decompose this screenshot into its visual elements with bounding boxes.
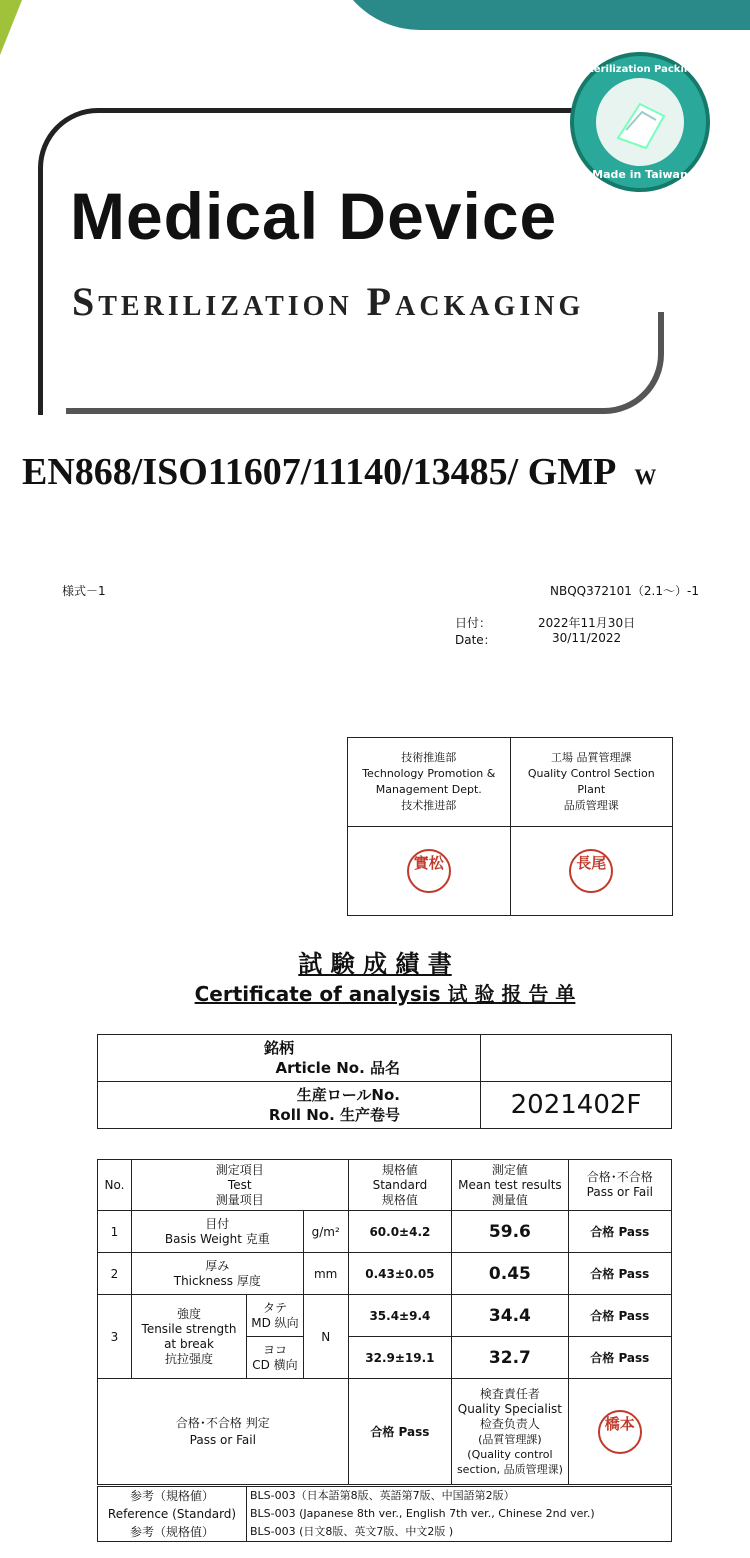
article-value bbox=[481, 1035, 672, 1082]
form-number: 様式－1 bbox=[62, 584, 106, 598]
approval-dept-right: 工場 品質管理課 Quality Control Section Plant 品质管理课 bbox=[510, 738, 672, 827]
article-label: 銘柄 Article No. 品名 bbox=[98, 1035, 481, 1082]
banner-teal-shape bbox=[330, 0, 750, 30]
standards-text: EN868/ISO11607/11140/13485/ GMP bbox=[22, 451, 617, 493]
roll-label: 生産ロールNo. Roll No. 生产卷号 bbox=[98, 1082, 481, 1129]
reference-table bbox=[97, 1486, 672, 1542]
certificate-title-jp: 試 験 成 績 書 bbox=[298, 950, 452, 978]
banner-green-shape bbox=[0, 0, 22, 55]
badge-package-icon bbox=[596, 78, 684, 166]
banner-frame-shadow bbox=[66, 312, 664, 414]
approval-dept-left: 技術推進部 Technology Promotion & Management Dept. 技术推进部 bbox=[348, 738, 511, 827]
document-number: NBQQ372101（2.1～）-1 bbox=[550, 584, 699, 598]
inspector-cell: 検査責任者 Quality Specialist 检查负责人 (品質管理課) (Quality control section, 品质管理课) bbox=[452, 1379, 568, 1485]
header-mean: 測定値 Mean test results 测量值 bbox=[452, 1160, 568, 1211]
standards-line bbox=[22, 450, 656, 494]
results-table bbox=[97, 1159, 672, 1485]
badge-top-text: Sterilization Packing bbox=[581, 64, 699, 75]
seal-stamp: 長尾 bbox=[569, 849, 613, 893]
article-table bbox=[97, 1034, 672, 1129]
made-in-taiwan-badge bbox=[570, 52, 710, 192]
banner-title: Medical Device bbox=[70, 179, 558, 253]
header-standard: 規格値 Standard 规格值 bbox=[348, 1160, 452, 1211]
overall-row: 合格･不合格 判定 Pass or Fail 合格 Pass 検査責任者 Quality Specialist 检查负责人 (品質管理課) (Quality control section, 品质管理课) 橋本 bbox=[98, 1379, 672, 1485]
banner-subtitle: Sterilization Packaging bbox=[72, 279, 585, 324]
table-row: ヨコ CD 横向 32.9±19.1 32.7 合格 Pass bbox=[98, 1337, 672, 1379]
approval-table bbox=[347, 737, 673, 916]
approval-stamp-right bbox=[510, 827, 672, 916]
table-row: 3 強度 Tensile strength at break 抗拉强度 タテ MD 纵向 N 35.4±9.4 34.4 合格 Pass bbox=[98, 1295, 672, 1337]
date-label-jp: 日付： bbox=[455, 616, 492, 630]
certificate-title-en: Certificate of analysis 试 验 报 告 单 bbox=[194, 982, 576, 1006]
seal-stamp: 橋本 bbox=[598, 1410, 642, 1454]
date-value-en: 30/11/2022 bbox=[552, 631, 622, 645]
seal-stamp: 實松 bbox=[407, 849, 451, 893]
standards-trail: W bbox=[634, 464, 657, 489]
badge-bottom-text: Made in Taiwan bbox=[592, 168, 688, 181]
header-pass-fail: 合格･不合格 Pass or Fail bbox=[568, 1160, 671, 1211]
table-row: 1 目付 Basis Weight 克重 g/m² 60.0±4.2 59.6 合格 Pass bbox=[98, 1211, 672, 1253]
date-value-jp: 2022年11月30日 bbox=[538, 616, 636, 630]
approval-stamp-left bbox=[348, 827, 511, 916]
reference-label: 参考（規格値） Reference (Standard) 参考（规格值） bbox=[98, 1487, 247, 1542]
table-row: 2 厚み Thickness 厚度 mm 0.43±0.05 0.45 合格 Pass bbox=[98, 1253, 672, 1295]
roll-value: 2021402F bbox=[481, 1082, 672, 1129]
header-test: 測定項目 Test 测量项目 bbox=[131, 1160, 348, 1211]
reference-value: BLS-003（日本語第8版、英語第7版、中国語第2版） BLS-003 (Japanese 8th ver., English 7th ver., Chinese 2nd ver.) BLS-003 (日文8版、英文7版、中文2版 ) bbox=[247, 1487, 672, 1542]
date-label-en: Date： bbox=[455, 633, 496, 647]
header-no: No. bbox=[98, 1160, 132, 1211]
